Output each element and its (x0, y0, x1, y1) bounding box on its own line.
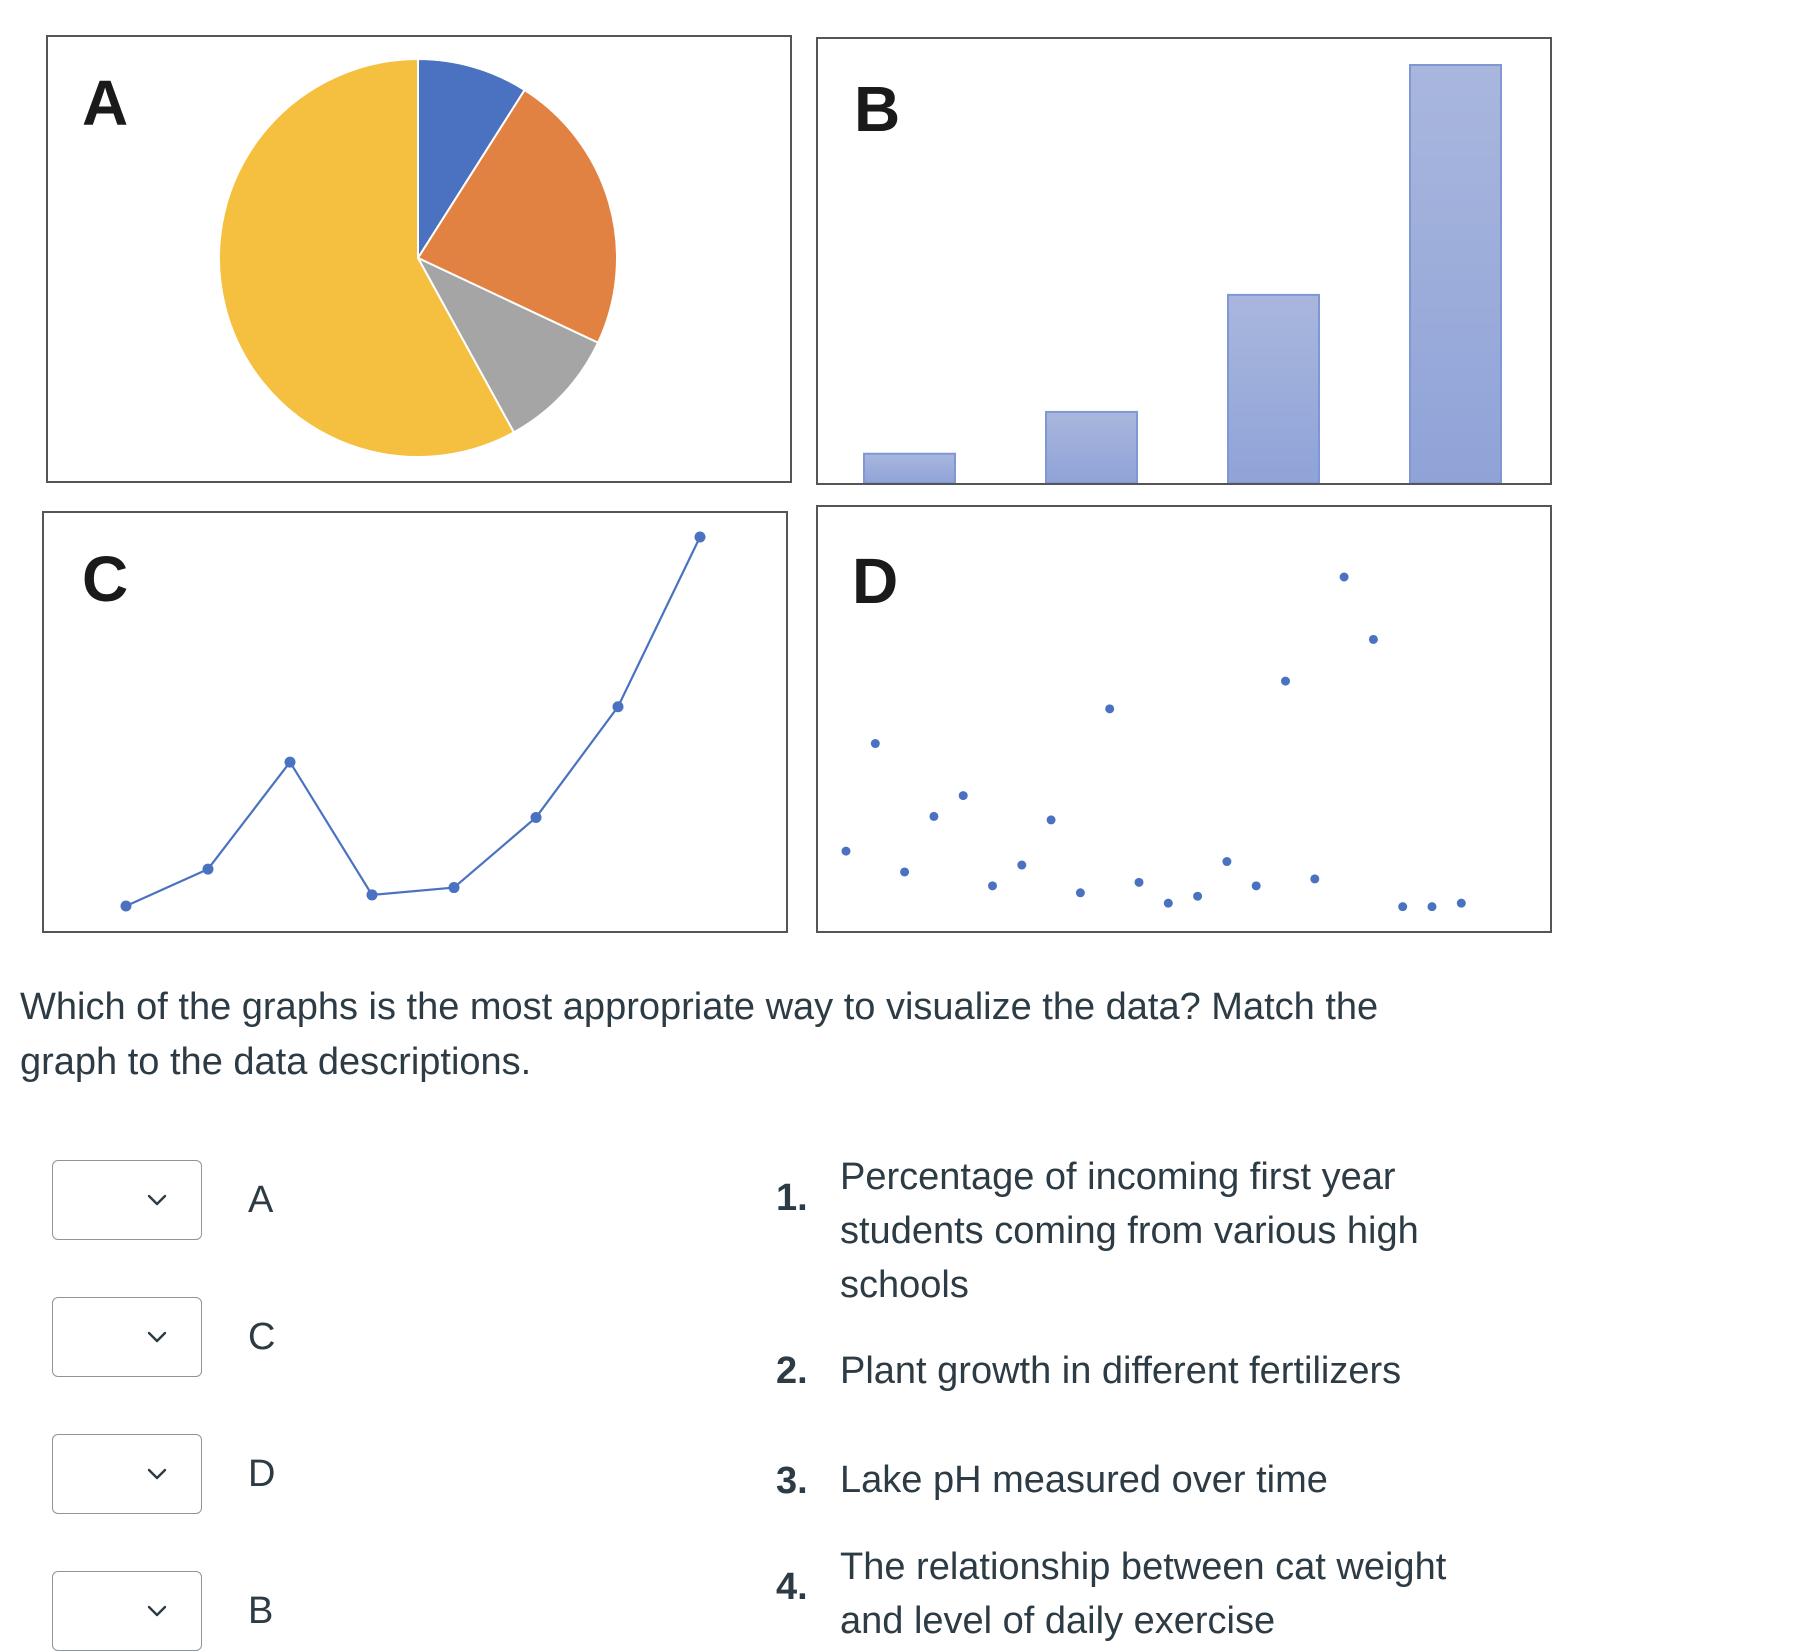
line-point-2 (203, 864, 214, 875)
scatter-point-5 (959, 791, 968, 800)
answer-number-1: 1. (776, 1177, 808, 1219)
scatter-point-22 (1457, 899, 1466, 908)
answer-number-3: 3. (776, 1460, 808, 1502)
panel-c (42, 511, 788, 933)
match-select-2[interactable] (52, 1297, 202, 1377)
match-letter-3: D (248, 1453, 276, 1495)
scatter-point-6 (988, 881, 997, 890)
panel-b (816, 37, 1552, 485)
chevron-down-icon (144, 1324, 170, 1350)
bar-chart (818, 39, 1550, 483)
scatter-point-16 (1281, 677, 1290, 686)
match-letter-4: B (248, 1590, 274, 1632)
panel-c-letter: C (82, 543, 129, 615)
line-point-5 (449, 882, 460, 893)
panel-a (46, 35, 792, 483)
line-point-6 (531, 812, 542, 823)
answer-number-2: 2. (776, 1350, 808, 1392)
line-point-3 (285, 757, 296, 768)
scatter-point-20 (1398, 902, 1407, 911)
answer-number-4: 4. (776, 1566, 808, 1608)
panel-d (816, 505, 1552, 933)
scatter-point-2 (871, 739, 880, 748)
line-series (126, 537, 700, 906)
scatter-point-12 (1164, 899, 1173, 908)
bar-4 (1410, 65, 1501, 483)
scatter-point-21 (1428, 902, 1437, 911)
scatter-chart (818, 507, 1550, 931)
scatter-point-17 (1310, 874, 1319, 883)
line-point-4 (367, 889, 378, 900)
chevron-down-icon (144, 1461, 170, 1487)
scatter-point-9 (1076, 888, 1085, 897)
answer-text-3: Lake pH measured over time (840, 1459, 1328, 1501)
scatter-point-3 (900, 867, 909, 876)
scatter-point-11 (1135, 878, 1144, 887)
bar-2 (1046, 412, 1137, 483)
answer-text-1: Percentage of incoming first year students coming from various high schools (840, 1156, 1419, 1306)
answer-text-4: The relationship between cat weight and level of daily exercise (840, 1546, 1447, 1642)
scatter-point-19 (1369, 635, 1378, 644)
bar-1 (864, 454, 955, 483)
bar-3 (1228, 295, 1319, 483)
panel-b-letter: B (854, 73, 901, 145)
match-select-4[interactable] (52, 1571, 202, 1651)
match-letter-1: A (248, 1179, 274, 1221)
line-point-7 (613, 701, 624, 712)
line-point-8 (695, 532, 706, 543)
match-select-3[interactable] (52, 1434, 202, 1514)
scatter-point-18 (1340, 573, 1349, 582)
line-point-1 (121, 901, 132, 912)
match-select-1[interactable] (52, 1160, 202, 1240)
pie-chart (48, 37, 790, 481)
scatter-point-14 (1222, 857, 1231, 866)
chevron-down-icon (144, 1187, 170, 1213)
match-letter-2: C (248, 1316, 276, 1358)
scatter-point-13 (1193, 892, 1202, 901)
panel-d-letter: D (852, 545, 899, 617)
scatter-point-15 (1252, 881, 1261, 890)
scatter-point-4 (929, 812, 938, 821)
line-chart (44, 513, 786, 931)
scatter-point-1 (842, 847, 851, 856)
scatter-point-10 (1105, 704, 1114, 713)
answer-text-2: Plant growth in different fertilizers (840, 1350, 1402, 1392)
panel-a-letter: A (82, 67, 129, 139)
chevron-down-icon (144, 1598, 170, 1624)
scatter-point-7 (1017, 861, 1026, 870)
scatter-point-8 (1047, 815, 1056, 824)
question-text: Which of the graphs is the most appropriate way to visualize the data? Match the graph to the data descriptions. (20, 986, 1379, 1083)
